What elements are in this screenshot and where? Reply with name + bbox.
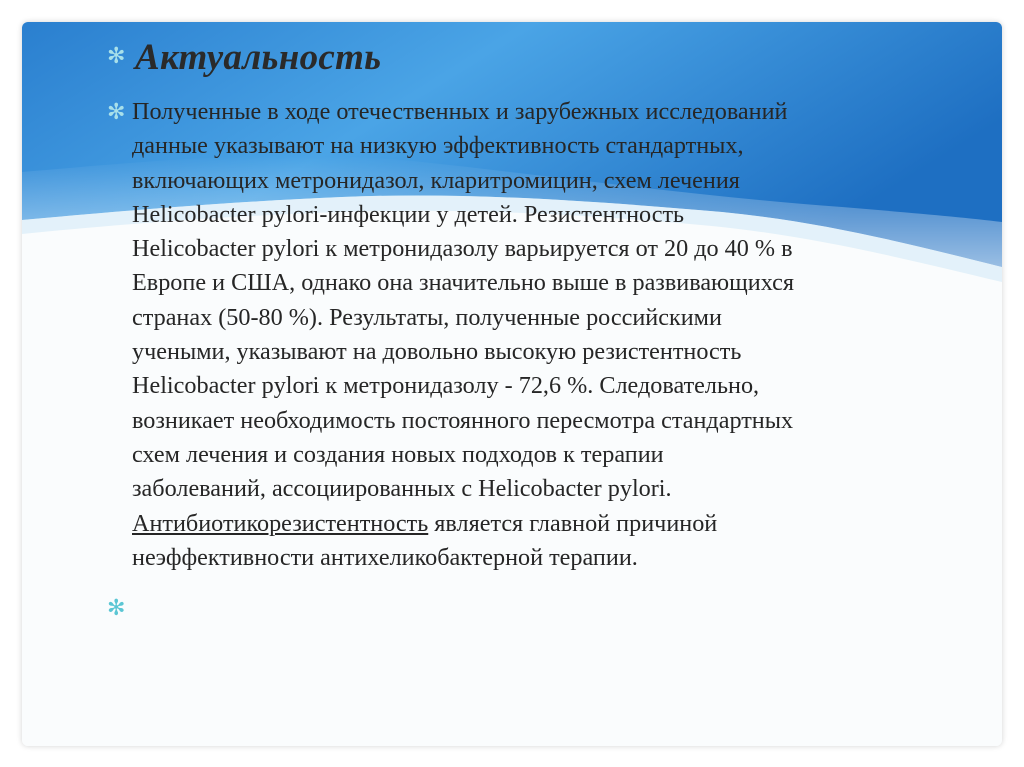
- body-line: Helicobacter pylori к метронидазолу - 72,6 %. Следовательно,: [132, 372, 760, 400]
- body-line: Helicobacter pylori к метронидазолу варьируется от 20 до 40 % в: [132, 235, 793, 263]
- antibiotic-resistance-term: Антибиотикорезистентность: [132, 509, 429, 537]
- slide: [22, 22, 1002, 746]
- body-line: включающих метронидазол, кларитромицин, схем лечения: [132, 166, 740, 194]
- body-line: странах (50-80 %). Результаты, полученные российскими: [132, 303, 722, 331]
- body-line-13-rest: является главной причиной: [428, 509, 718, 537]
- body-bullet-icon: ✻: [107, 100, 126, 125]
- title-bullet-icon: ✻: [107, 44, 126, 69]
- empty-bullet-icon: ✻: [107, 596, 126, 621]
- body-line: учеными, указывают на довольно высокую резистентность: [132, 338, 742, 366]
- slide-title: Актуальность: [135, 37, 382, 78]
- body-line-13: [132, 507, 932, 541]
- body-line: схем лечения и создания новых подходов к терапии: [132, 440, 664, 468]
- body-line: неэффективности антихеликобактерной терапии.: [132, 543, 638, 571]
- body-line: Helicobacter pylori-инфекции у детей. Резистентность: [132, 200, 685, 228]
- slide-content: [22, 22, 1002, 746]
- body-line: Европе и США, однако она значительно выше в развивающихся: [132, 269, 794, 297]
- body-paragraph: [132, 95, 932, 575]
- body-line: заболеваний, ассоциированных с Helicobacter pylori.: [132, 475, 672, 503]
- body-line: данные указывают на низкую эффективность стандартных,: [132, 132, 744, 160]
- body-line: Полученные в ходе отечественных и зарубежных исследований: [132, 98, 788, 125]
- body-line: возникает необходимость постоянного пересмотра стандартных: [132, 406, 794, 434]
